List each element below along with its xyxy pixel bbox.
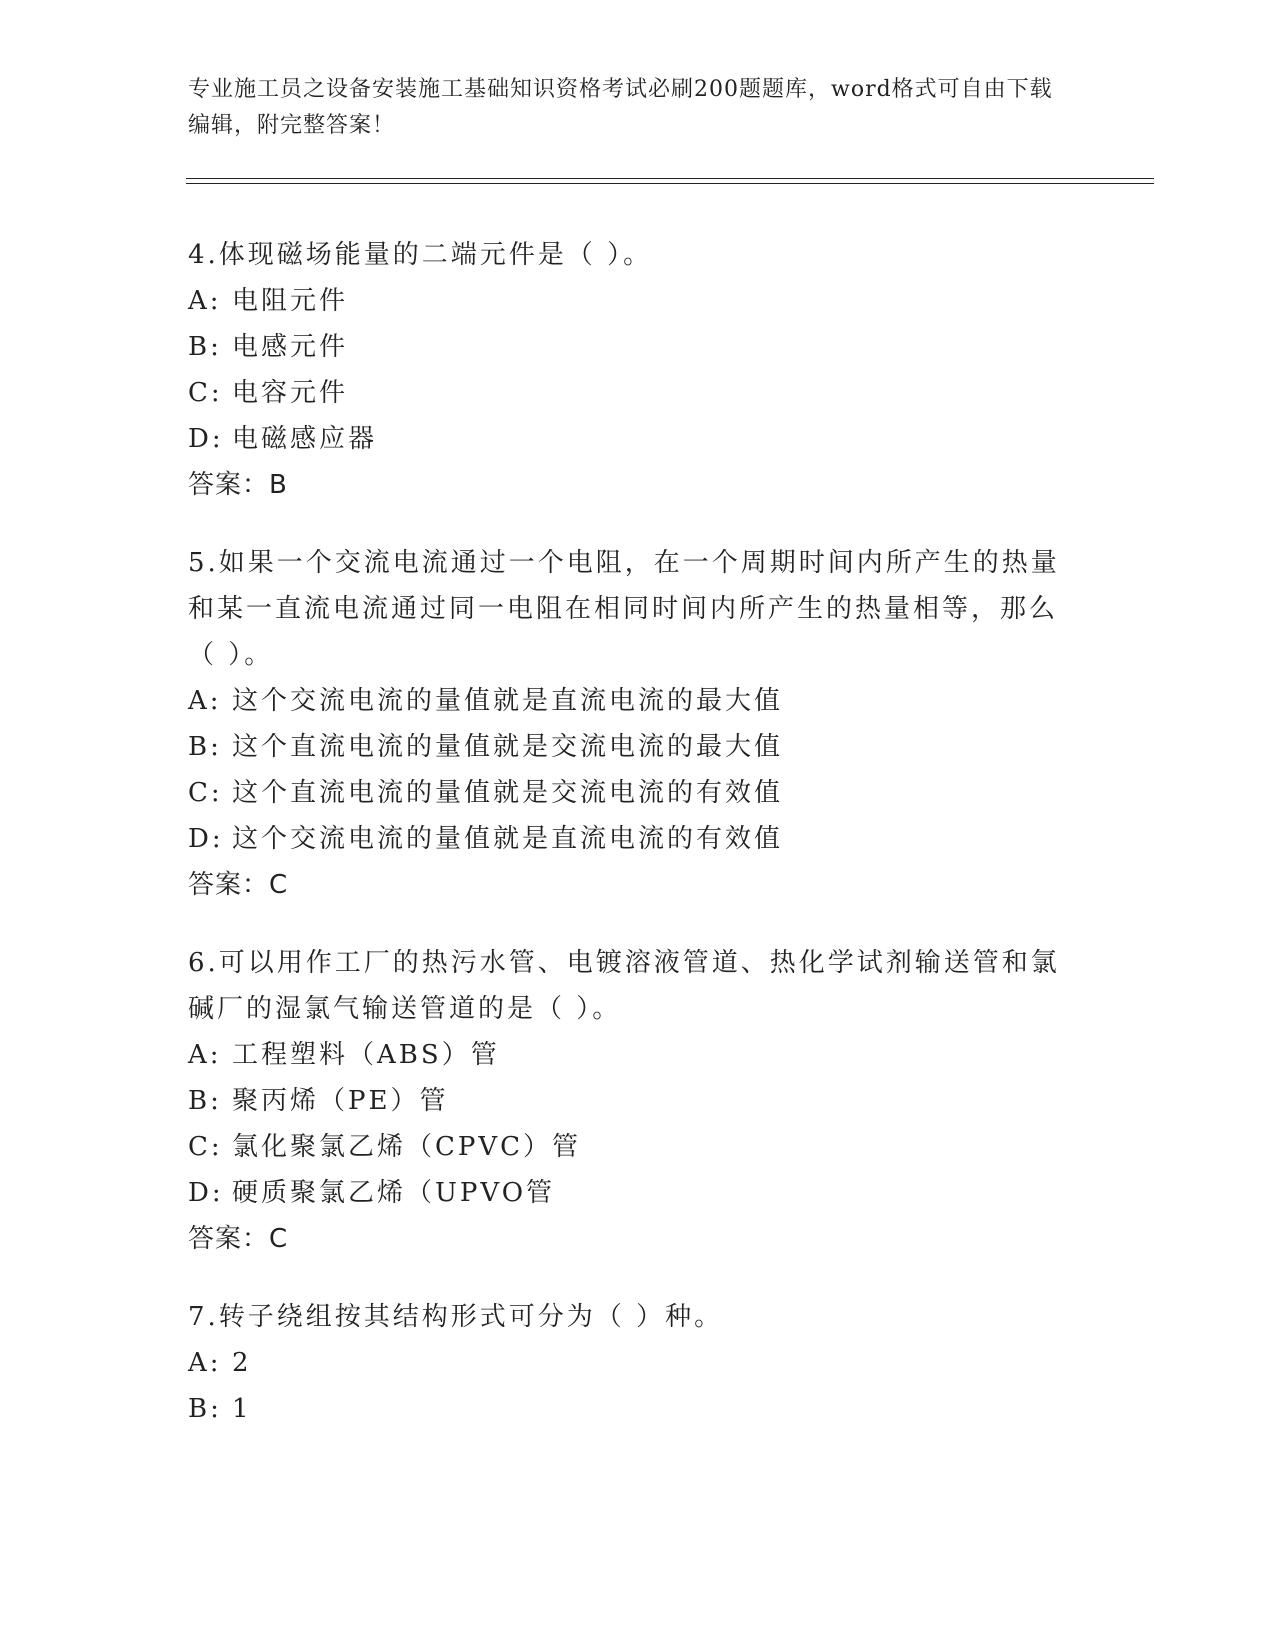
option-b	[188, 324, 1068, 370]
option-c	[188, 1124, 1068, 1170]
option-text: 硬质聚氯乙烯（UPVO管	[232, 1178, 556, 1208]
option-b	[188, 1386, 1068, 1432]
option-label: B:	[188, 332, 222, 362]
answer-text: 答案：C	[188, 870, 289, 900]
document-header: 专业施工员之设备安装施工基础知识资格考试必刷200题题库，word格式可自由下载编辑，附完整答案！	[188, 77, 1053, 138]
option-text: 这个直流电流的量值就是交流电流的最大值	[232, 732, 784, 762]
option-label: D:	[188, 424, 224, 454]
option-text: 这个交流电流的量值就是直流电流的最大值	[232, 686, 784, 716]
option-c	[188, 770, 1068, 816]
option-a	[188, 678, 1068, 724]
option-label: A:	[188, 686, 222, 716]
question-text: 6.可以用作工厂的热污水管、电镀溶液管道、热化学试剂输送管和氯碱厂的湿氯气输送管道的是（ ）。	[188, 948, 1060, 1024]
answer-text: 答案：C	[188, 1224, 289, 1254]
question-7	[188, 1294, 1068, 1432]
option-c	[188, 370, 1068, 416]
answer-text: 答案：B	[188, 470, 288, 500]
option-text: 1	[232, 1394, 252, 1424]
option-label: C:	[188, 1132, 223, 1162]
question-5	[188, 540, 1068, 908]
option-b	[188, 724, 1068, 770]
option-label: B:	[188, 1086, 222, 1116]
option-text: 工程塑料（ABS）管	[232, 1040, 500, 1070]
option-d	[188, 1170, 1068, 1216]
option-d	[188, 816, 1068, 862]
question-text: 7.转子绕组按其结构形式可分为（ ）种。	[188, 1302, 724, 1332]
option-label: B:	[188, 1394, 222, 1424]
option-label: A:	[188, 286, 222, 316]
option-text: 氯化聚氯乙烯（CPVC）管	[232, 1132, 582, 1162]
option-a	[188, 278, 1068, 324]
option-text: 电感元件	[232, 332, 349, 362]
option-label: A:	[188, 1348, 222, 1378]
question-text: 5.如果一个交流电流通过一个电阻，在一个周期时间内所产生的热量和某一直流电流通过同一电阻在相同时间内所产生的热量相等，那么（ ）。	[188, 548, 1060, 670]
option-text: 这个直流电流的量值就是交流电流的有效值	[232, 778, 784, 808]
option-d	[188, 416, 1068, 462]
option-text: 这个交流电流的量值就是直流电流的有效值	[232, 824, 784, 854]
option-label: C:	[188, 378, 223, 408]
option-b	[188, 1078, 1068, 1124]
option-label: C:	[188, 778, 223, 808]
option-text: 聚丙烯（PE）管	[232, 1086, 449, 1116]
question-text: 4.体现磁场能量的二端元件是（ ）。	[188, 240, 653, 270]
option-text: 电容元件	[232, 378, 349, 408]
option-text: 2	[232, 1348, 252, 1378]
option-a	[188, 1340, 1068, 1386]
option-text: 电磁感应器	[232, 424, 378, 454]
option-label: B:	[188, 732, 222, 762]
header-divider-top	[186, 178, 1154, 179]
option-text: 电阻元件	[232, 286, 349, 316]
question-6	[188, 940, 1068, 1262]
header-divider-bottom	[186, 183, 1154, 184]
option-label: D:	[188, 824, 224, 854]
option-label: A:	[188, 1040, 222, 1070]
question-4	[188, 232, 1068, 508]
option-label: D:	[188, 1178, 224, 1208]
question-list	[188, 232, 1068, 1464]
option-a	[188, 1032, 1068, 1078]
